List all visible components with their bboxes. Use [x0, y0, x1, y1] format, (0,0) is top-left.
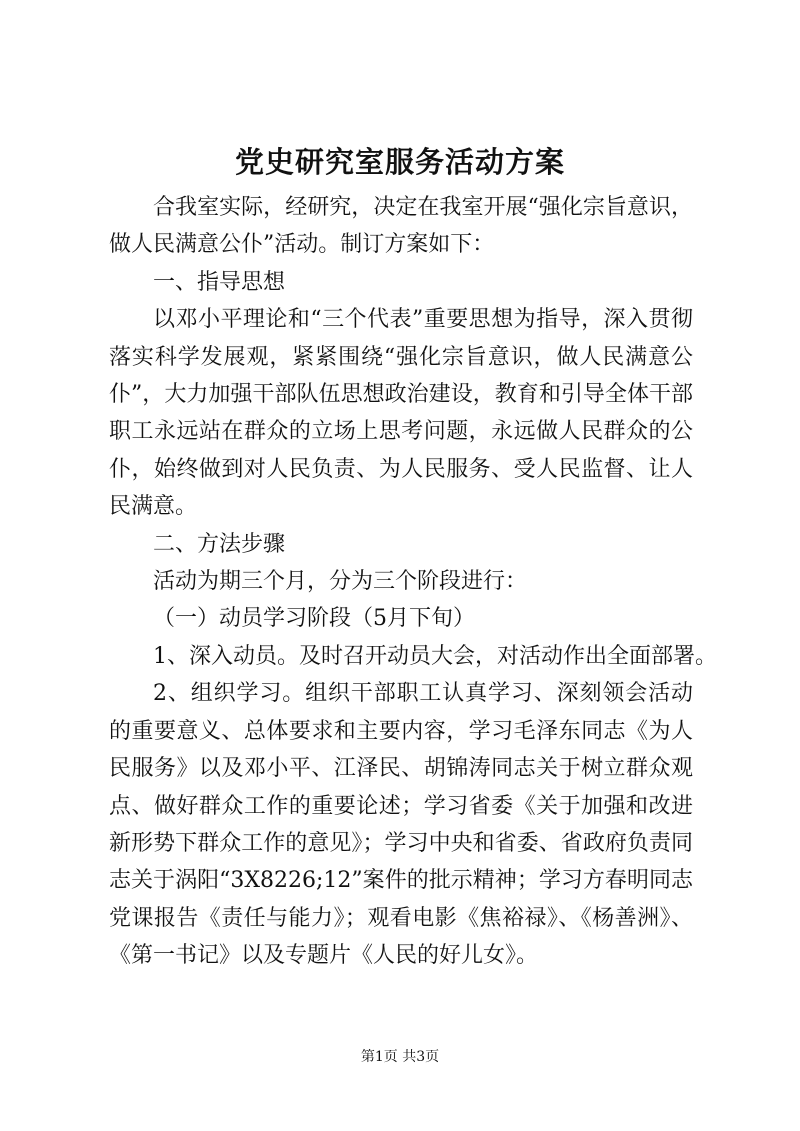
activity-duration-paragraph: 活动为期三个月，分为三个阶段进行： — [153, 569, 528, 595]
step-2-paragraph: 2、组织学习。组织干部职工认真学习、深刻领会活动的重要意义、总体要求和主要内容，学习毛泽东同志《为人民服务》以及邓小平、江泽民、胡锦涛同志关于树立群众观点、做好群众工作的重要论述；学习省委《关于加强和改进新形势下群众工作的意见》；学习中央和省委、省政府负责同志关于涡阳“3X8226;12”案件的批示精神；学习方春明同志党课报告《责任与能力》；观看电影《焦裕禄》、《杨善洲》、《第一书记》以及专题片《人民的好儿女》。 — [109, 681, 693, 969]
section-heading-guiding-thought: 一、指导思想 — [153, 269, 286, 295]
intro-paragraph: 合我室实际，经研究，决定在我室开展“强化宗旨意识，做人民满意公仆”活动。制订方案如下： — [109, 195, 693, 258]
guiding-thought-paragraph: 以邓小平理论和“三个代表”重要思想为指导，深入贯彻落实科学发展观，紧紧围绕“强化宗旨意识，做人民满意公仆”，大力加强干部队伍思想政治建设，教育和引导全体干部职工永远站在群众的立场上思考问题，永远做人民群众的公仆，始终做到对人民负责、为人民服务、受人民监督、让人民满意。 — [109, 307, 693, 520]
step-1-paragraph: 1、深入动员。及时召开动员大会，对活动作出全面部署。 — [153, 643, 717, 669]
subsection-heading-mobilization: （一）动员学习阶段（5月下旬） — [153, 606, 475, 632]
document-title: 党史研究室服务活动方案 — [234, 145, 565, 179]
page-number-footer: 第1页 共3页 — [360, 1049, 440, 1065]
section-heading-method-steps: 二、方法步骤 — [153, 531, 286, 557]
document-body — [109, 189, 717, 975]
